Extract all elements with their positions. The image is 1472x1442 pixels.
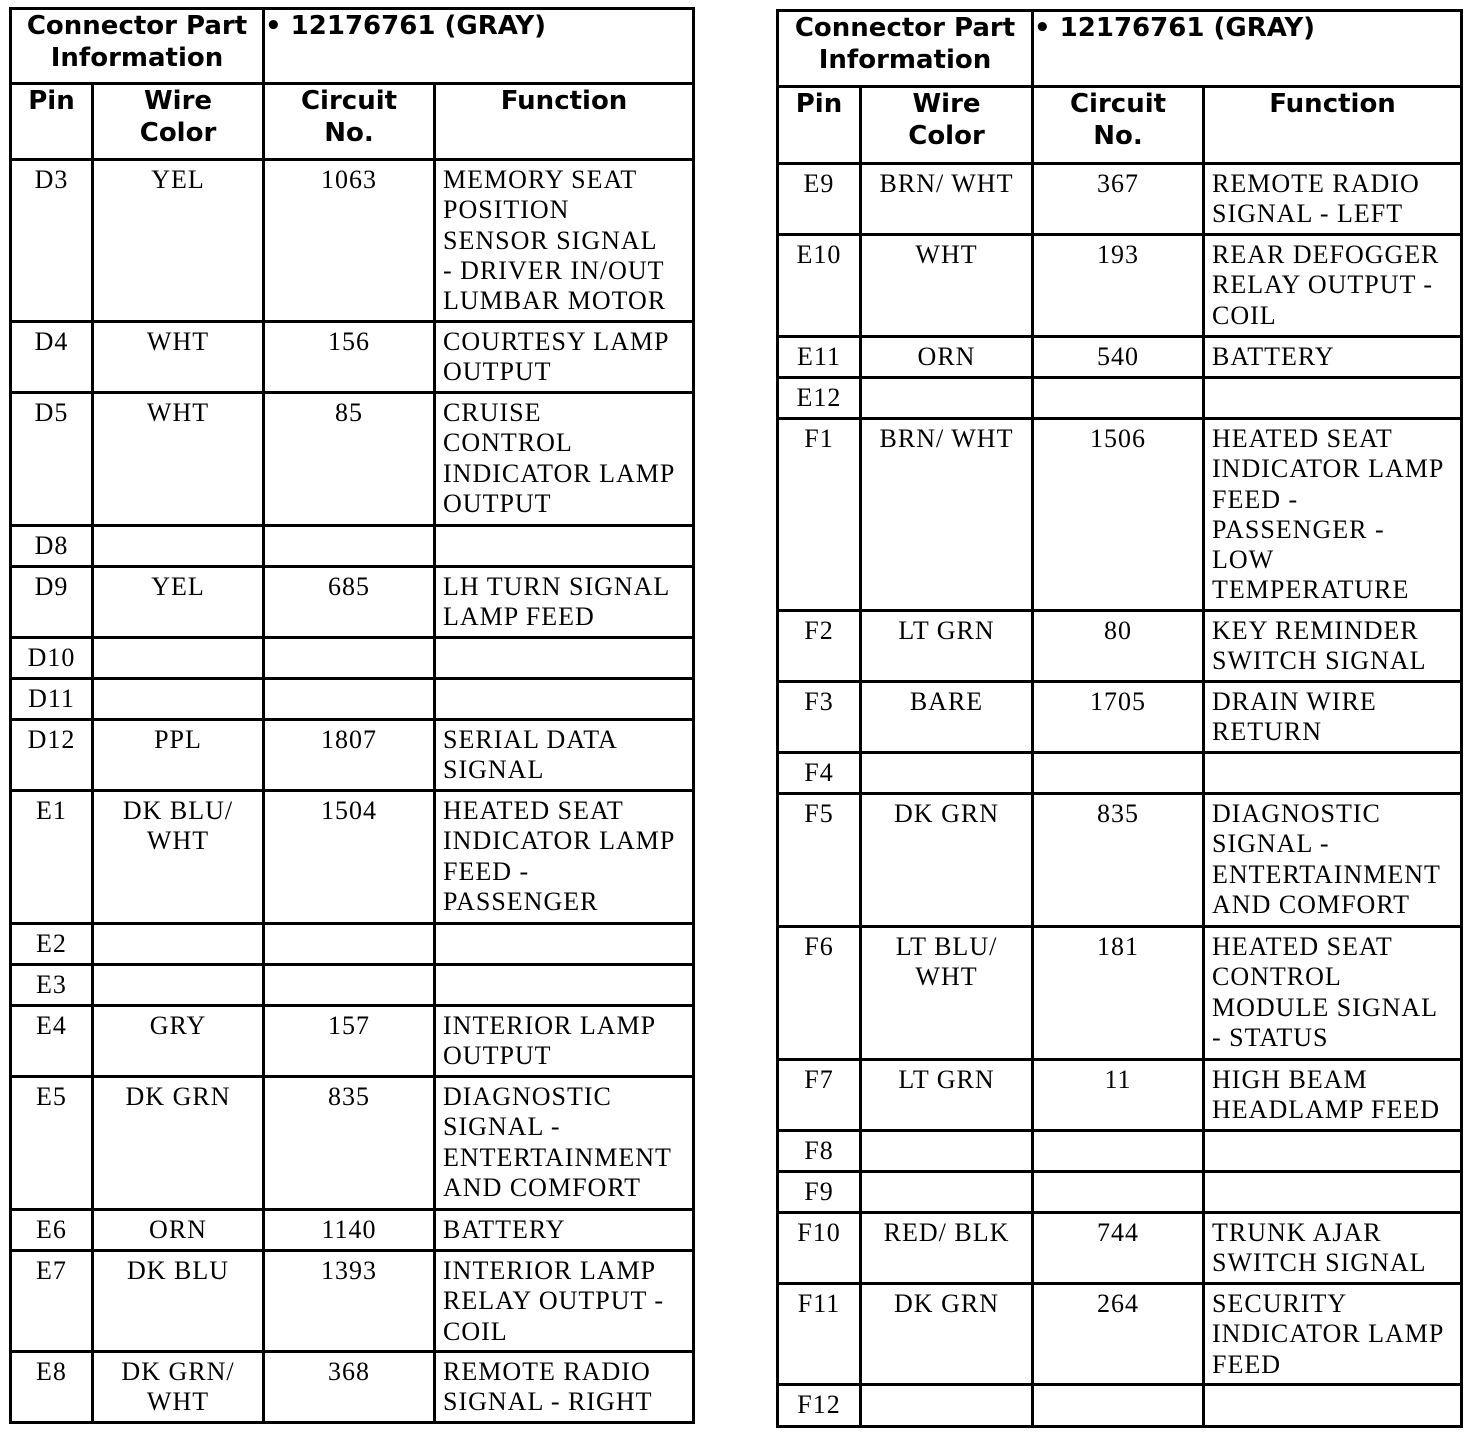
- cell-function-text: MEMORY SEAT POSITION SENSOR SIGNAL - DRIVER IN/OUT LUMBAR MOTOR: [443, 165, 667, 316]
- cell-pin-text: D12: [27, 725, 76, 754]
- cell-function-text: INTERIOR LAMP RELAY OUTPUT - COIL: [443, 1256, 665, 1346]
- cell-function: [435, 679, 694, 720]
- cell-circuit: [1033, 378, 1204, 419]
- cell-function-text: BATTERY: [443, 1215, 566, 1244]
- connector-info-row: [778, 11, 1462, 87]
- cell-function-text: HEATED SEAT INDICATOR LAMP FEED - PASSENGER - LOW TEMPERATURE: [1212, 424, 1445, 605]
- cell-wire: [93, 720, 264, 791]
- cell-pin: [11, 393, 93, 526]
- cell-circuit: [264, 1352, 435, 1423]
- cell-pin-text: D11: [28, 684, 75, 713]
- cell-pin-text: F7: [804, 1065, 834, 1094]
- table-row: [778, 753, 1462, 794]
- cell-circuit-text: 85: [335, 398, 364, 427]
- cell-circuit: [1033, 1213, 1204, 1284]
- cell-circuit: [264, 1006, 435, 1077]
- cell-pin-text: E2: [36, 929, 67, 958]
- cell-circuit: [264, 1251, 435, 1352]
- cell-pin: [778, 337, 861, 378]
- cell-function-text: REMOTE RADIO SIGNAL - LEFT: [1212, 169, 1420, 229]
- cell-pin-text: E3: [36, 970, 67, 999]
- cell-circuit-text: 156: [328, 327, 371, 356]
- cell-function: [435, 791, 694, 924]
- cell-wire: [93, 1210, 264, 1251]
- cell-circuit: [1033, 1385, 1204, 1427]
- column-header-wire-text: Wire Color: [908, 89, 985, 151]
- cell-wire: [93, 924, 264, 965]
- cell-pin-text: F5: [804, 799, 834, 828]
- cell-function: [435, 1006, 694, 1077]
- cell-pin: [778, 1060, 861, 1131]
- cell-wire-text: GRY: [149, 1011, 207, 1040]
- table-row: [778, 1284, 1462, 1385]
- table-row: [11, 1006, 694, 1077]
- cell-function: [1204, 611, 1462, 682]
- connector-part-label: [11, 9, 264, 84]
- column-header-wire-text: Wire Color: [139, 86, 217, 148]
- cell-pin: [11, 160, 93, 322]
- cell-function: [1204, 1213, 1462, 1284]
- cell-function: [435, 638, 694, 679]
- table-row: [778, 378, 1462, 419]
- cell-pin-text: D4: [34, 327, 69, 356]
- cell-wire: [93, 1352, 264, 1423]
- cell-pin-text: D9: [34, 572, 69, 601]
- cell-function-text: DRAIN WIRE RETURN: [1212, 687, 1377, 747]
- cell-wire: [93, 160, 264, 322]
- cell-wire: [93, 679, 264, 720]
- cell-function-text: COURTESY LAMP OUTPUT: [443, 327, 670, 387]
- cell-pin-text: F4: [804, 758, 834, 787]
- connector-table-right: [776, 9, 1463, 1428]
- cell-function-text: LH TURN SIGNAL LAMP FEED: [443, 572, 671, 632]
- cell-circuit-text: 1705: [1090, 687, 1147, 716]
- cell-pin-text: E10: [796, 240, 842, 269]
- column-header-function: [435, 84, 694, 160]
- cell-pin-text: E4: [36, 1011, 67, 1040]
- cell-circuit: [264, 393, 435, 526]
- cell-function: [1204, 378, 1462, 419]
- cell-circuit: [1033, 611, 1204, 682]
- cell-wire: [93, 526, 264, 567]
- cell-wire-text: ORN: [917, 342, 976, 371]
- cell-wire-text: WHT: [146, 398, 210, 427]
- cell-function: [435, 924, 694, 965]
- cell-wire-text: BRN/ WHT: [879, 169, 1014, 198]
- cell-wire: [861, 794, 1033, 927]
- table-row: [11, 679, 694, 720]
- cell-circuit: [1033, 682, 1204, 753]
- column-header-pin-text: Pin: [795, 89, 843, 119]
- cell-circuit: [1033, 794, 1204, 927]
- cell-wire: [93, 322, 264, 393]
- cell-circuit: [1033, 235, 1204, 337]
- cell-pin-text: E12: [796, 383, 842, 412]
- cell-circuit-text: 1506: [1090, 424, 1147, 453]
- cell-wire: [861, 1284, 1033, 1385]
- cell-pin-text: D8: [34, 531, 69, 560]
- table-row: [11, 720, 694, 791]
- cell-wire: [861, 1131, 1033, 1172]
- table-row: [778, 1172, 1462, 1213]
- table-row: [11, 160, 694, 322]
- cell-wire: [93, 638, 264, 679]
- column-header-pin: [778, 87, 861, 164]
- table-row: [11, 1210, 694, 1251]
- column-header-function-text: Function: [1269, 89, 1396, 119]
- cell-function: [1204, 337, 1462, 378]
- cell-circuit: [1033, 1131, 1204, 1172]
- cell-wire-text: RED/ BLK: [883, 1218, 1010, 1247]
- table-row: [778, 235, 1462, 337]
- cell-wire-text: DK GRN: [894, 1289, 999, 1318]
- cell-circuit: [264, 924, 435, 965]
- cell-wire-text: PPL: [154, 725, 202, 754]
- cell-wire-text: DK BLU/ WHT: [122, 796, 234, 856]
- cell-circuit-text: 181: [1097, 932, 1140, 961]
- table-row: [11, 924, 694, 965]
- cell-function-text: SECURITY INDICATOR LAMP FEED: [1212, 1289, 1445, 1379]
- cell-function: [1204, 1060, 1462, 1131]
- cell-pin-text: E5: [36, 1082, 67, 1111]
- cell-pin: [778, 1172, 861, 1213]
- cell-wire: [861, 337, 1033, 378]
- cell-wire: [93, 393, 264, 526]
- cell-pin-text: E1: [36, 796, 67, 825]
- cell-wire-text: DK GRN/ WHT: [121, 1357, 235, 1417]
- cell-circuit: [264, 638, 435, 679]
- cell-wire-text: BRN/ WHT: [879, 424, 1014, 453]
- connector-part-number: [1033, 11, 1462, 87]
- cell-pin: [11, 679, 93, 720]
- cell-pin-text: E9: [803, 169, 835, 198]
- column-header-circuit-text: Circuit No.: [300, 86, 398, 148]
- table-row: [778, 1385, 1462, 1427]
- cell-circuit-text: 1393: [321, 1256, 378, 1285]
- cell-pin-text: F8: [804, 1136, 834, 1165]
- cell-wire-text: LT GRN: [898, 1065, 995, 1094]
- cell-function: [1204, 419, 1462, 611]
- cell-function: [435, 1210, 694, 1251]
- cell-pin-text: D3: [34, 165, 69, 194]
- connector-info-row: [11, 9, 694, 84]
- cell-function-text: DIAGNOSTIC SIGNAL - ENTERTAINMENT AND COMFORT: [1212, 799, 1441, 919]
- cell-wire: [861, 1172, 1033, 1213]
- cell-wire: [861, 927, 1033, 1060]
- cell-circuit: [1033, 164, 1204, 235]
- connector-part-label: [778, 11, 1033, 87]
- cell-circuit: [264, 965, 435, 1006]
- cell-function: [1204, 682, 1462, 753]
- cell-circuit: [264, 526, 435, 567]
- table-row: [11, 393, 694, 526]
- cell-wire: [93, 1077, 264, 1210]
- cell-pin: [11, 924, 93, 965]
- cell-pin: [778, 1385, 861, 1427]
- cell-pin: [11, 720, 93, 791]
- cell-function-text: KEY REMINDER SWITCH SIGNAL: [1212, 616, 1427, 676]
- column-header-wire: [861, 87, 1033, 164]
- table-row: [11, 567, 694, 638]
- cell-wire-text: WHT: [915, 240, 978, 269]
- connector-part-label-text: Connector Part Information: [794, 13, 1016, 75]
- cell-wire: [861, 682, 1033, 753]
- cell-pin: [11, 567, 93, 638]
- connector-part-number-text: • 12176761 (GRAY): [265, 11, 547, 41]
- cell-circuit: [1033, 419, 1204, 611]
- cell-wire: [861, 235, 1033, 337]
- connector-part-label-text: Connector Part Information: [26, 11, 248, 73]
- cell-function-text: TRUNK AJAR SWITCH SIGNAL: [1212, 1218, 1427, 1278]
- column-header-row: [778, 87, 1462, 164]
- cell-function: [435, 1251, 694, 1352]
- column-header-row: [11, 84, 694, 160]
- cell-pin-text: E7: [36, 1256, 67, 1285]
- cell-pin-text: F9: [804, 1177, 834, 1206]
- cell-circuit-text: 80: [1104, 616, 1133, 645]
- cell-pin-text: E6: [36, 1215, 67, 1244]
- table-row: [11, 526, 694, 567]
- cell-circuit-text: 367: [1097, 169, 1140, 198]
- cell-pin: [778, 1213, 861, 1284]
- cell-pin: [778, 235, 861, 337]
- cell-pin-text: F10: [797, 1218, 841, 1247]
- cell-pin: [11, 791, 93, 924]
- cell-pin-text: F6: [804, 932, 834, 961]
- cell-function-text: BATTERY: [1212, 342, 1335, 371]
- cell-pin-text: F2: [804, 616, 834, 645]
- cell-pin-text: F1: [804, 424, 834, 453]
- table-row: [11, 1352, 694, 1423]
- cell-wire: [861, 1213, 1033, 1284]
- cell-function: [1204, 927, 1462, 1060]
- cell-pin: [11, 638, 93, 679]
- cell-function: [1204, 1172, 1462, 1213]
- table-row: [778, 1131, 1462, 1172]
- cell-function: [435, 567, 694, 638]
- cell-function-text: REMOTE RADIO SIGNAL - RIGHT: [443, 1357, 653, 1417]
- cell-wire-text: DK GRN: [894, 799, 999, 828]
- cell-circuit-text: 1504: [321, 796, 378, 825]
- cell-pin: [778, 1131, 861, 1172]
- cell-circuit: [1033, 1172, 1204, 1213]
- cell-wire: [93, 567, 264, 638]
- cell-wire: [861, 1385, 1033, 1427]
- cell-wire: [861, 753, 1033, 794]
- cell-wire: [93, 1251, 264, 1352]
- cell-function-text: REAR DEFOGGER RELAY OUTPUT - COIL: [1212, 240, 1440, 330]
- cell-wire: [93, 965, 264, 1006]
- cell-circuit-text: 1807: [321, 725, 378, 754]
- cell-pin: [778, 611, 861, 682]
- cell-circuit-text: 835: [328, 1082, 371, 1111]
- cell-pin-text: E8: [36, 1357, 67, 1386]
- cell-function: [1204, 794, 1462, 927]
- cell-wire: [861, 1060, 1033, 1131]
- cell-circuit-text: 264: [1097, 1289, 1140, 1318]
- cell-circuit: [1033, 753, 1204, 794]
- cell-function: [1204, 164, 1462, 235]
- table-row: [11, 638, 694, 679]
- column-header-pin: [11, 84, 93, 160]
- cell-wire-text: LT GRN: [898, 616, 995, 645]
- cell-circuit-text: 157: [328, 1011, 371, 1040]
- cell-function-text: DIAGNOSTIC SIGNAL - ENTERTAINMENT AND COMFORT: [443, 1082, 672, 1202]
- cell-circuit: [264, 1077, 435, 1210]
- column-header-circuit: [1033, 87, 1204, 164]
- table-row: [11, 1251, 694, 1352]
- cell-wire: [93, 791, 264, 924]
- table-row: [778, 164, 1462, 235]
- column-header-circuit-text: Circuit No.: [1069, 89, 1167, 151]
- cell-wire-text: YEL: [151, 572, 205, 601]
- cell-circuit: [264, 567, 435, 638]
- cell-circuit-text: 685: [328, 572, 371, 601]
- table-row: [778, 337, 1462, 378]
- cell-wire-text: DK GRN: [125, 1082, 231, 1111]
- cell-circuit: [264, 720, 435, 791]
- cell-wire-text: LT BLU/ WHT: [895, 932, 998, 992]
- cell-wire: [861, 419, 1033, 611]
- cell-circuit-text: 540: [1097, 342, 1140, 371]
- cell-pin: [11, 1251, 93, 1352]
- column-header-wire: [93, 84, 264, 160]
- cell-function: [435, 1352, 694, 1423]
- table-row: [778, 927, 1462, 1060]
- cell-wire: [861, 378, 1033, 419]
- connector-part-number-text: • 12176761 (GRAY): [1034, 13, 1316, 43]
- cell-circuit: [264, 160, 435, 322]
- cell-circuit: [264, 791, 435, 924]
- cell-pin: [11, 1210, 93, 1251]
- cell-pin: [11, 1006, 93, 1077]
- cell-wire-text: YEL: [151, 165, 205, 194]
- connector-table-left: [9, 7, 695, 1424]
- cell-pin-text: D10: [27, 643, 76, 672]
- cell-function-text: HEATED SEAT INDICATOR LAMP FEED - PASSENGER: [443, 796, 676, 916]
- cell-function: [435, 720, 694, 791]
- cell-function: [1204, 1385, 1462, 1427]
- cell-function: [1204, 1284, 1462, 1385]
- column-header-function: [1204, 87, 1462, 164]
- cell-circuit-text: 1140: [321, 1215, 377, 1244]
- cell-function-text: HEATED SEAT CONTROL MODULE SIGNAL - STATUS: [1212, 932, 1439, 1052]
- cell-function: [1204, 235, 1462, 337]
- cell-pin: [11, 965, 93, 1006]
- cell-function: [435, 965, 694, 1006]
- cell-function: [435, 393, 694, 526]
- cell-circuit-text: 193: [1097, 240, 1140, 269]
- cell-circuit: [1033, 927, 1204, 1060]
- cell-function-text: HIGH BEAM HEADLAMP FEED: [1212, 1065, 1440, 1125]
- cell-pin: [11, 322, 93, 393]
- table-row: [778, 611, 1462, 682]
- cell-function-text: CRUISE CONTROL INDICATOR LAMP OUTPUT: [443, 398, 676, 518]
- cell-pin-text: E11: [797, 342, 841, 371]
- cell-pin: [778, 419, 861, 611]
- connector-part-number: [264, 9, 694, 84]
- table-row: [778, 682, 1462, 753]
- cell-circuit: [264, 322, 435, 393]
- cell-pin-text: F3: [804, 687, 834, 716]
- cell-circuit: [1033, 337, 1204, 378]
- cell-circuit-text: 11: [1104, 1065, 1132, 1094]
- cell-circuit-text: 368: [328, 1357, 371, 1386]
- cell-function: [435, 1077, 694, 1210]
- cell-pin: [778, 1284, 861, 1385]
- cell-function-text: SERIAL DATA SIGNAL: [443, 725, 618, 785]
- table-row: [11, 322, 694, 393]
- column-header-pin-text: Pin: [28, 86, 75, 116]
- table-row: [778, 419, 1462, 611]
- cell-wire-text: WHT: [146, 327, 210, 356]
- cell-wire-text: ORN: [149, 1215, 207, 1244]
- cell-pin: [778, 682, 861, 753]
- cell-pin: [778, 378, 861, 419]
- cell-wire-text: BARE: [909, 687, 984, 716]
- cell-circuit: [1033, 1284, 1204, 1385]
- cell-pin-text: F12: [797, 1390, 841, 1419]
- cell-pin: [11, 526, 93, 567]
- cell-function: [435, 526, 694, 567]
- cell-pin: [778, 753, 861, 794]
- table-row: [11, 791, 694, 924]
- table-row: [11, 965, 694, 1006]
- cell-wire: [861, 164, 1033, 235]
- cell-pin-text: D5: [34, 398, 69, 427]
- cell-function: [435, 160, 694, 322]
- cell-wire: [861, 611, 1033, 682]
- cell-circuit: [1033, 1060, 1204, 1131]
- table-row: [11, 1077, 694, 1210]
- cell-pin: [778, 927, 861, 1060]
- cell-circuit-text: 1063: [321, 165, 378, 194]
- cell-function-text: INTERIOR LAMP OUTPUT: [443, 1011, 657, 1071]
- cell-function: [435, 322, 694, 393]
- table-row: [778, 794, 1462, 927]
- cell-function: [1204, 753, 1462, 794]
- cell-wire-text: DK BLU: [126, 1256, 230, 1285]
- cell-circuit-text: 835: [1097, 799, 1140, 828]
- cell-circuit: [264, 1210, 435, 1251]
- cell-pin: [778, 794, 861, 927]
- cell-pin: [11, 1352, 93, 1423]
- cell-pin: [11, 1077, 93, 1210]
- table-row: [778, 1060, 1462, 1131]
- column-header-circuit: [264, 84, 435, 160]
- cell-function: [1204, 1131, 1462, 1172]
- table-row: [778, 1213, 1462, 1284]
- cell-pin: [778, 164, 861, 235]
- cell-wire: [93, 1006, 264, 1077]
- cell-pin-text: F11: [797, 1289, 841, 1318]
- cell-circuit-text: 744: [1097, 1218, 1140, 1247]
- column-header-function-text: Function: [500, 86, 628, 116]
- cell-circuit: [264, 679, 435, 720]
